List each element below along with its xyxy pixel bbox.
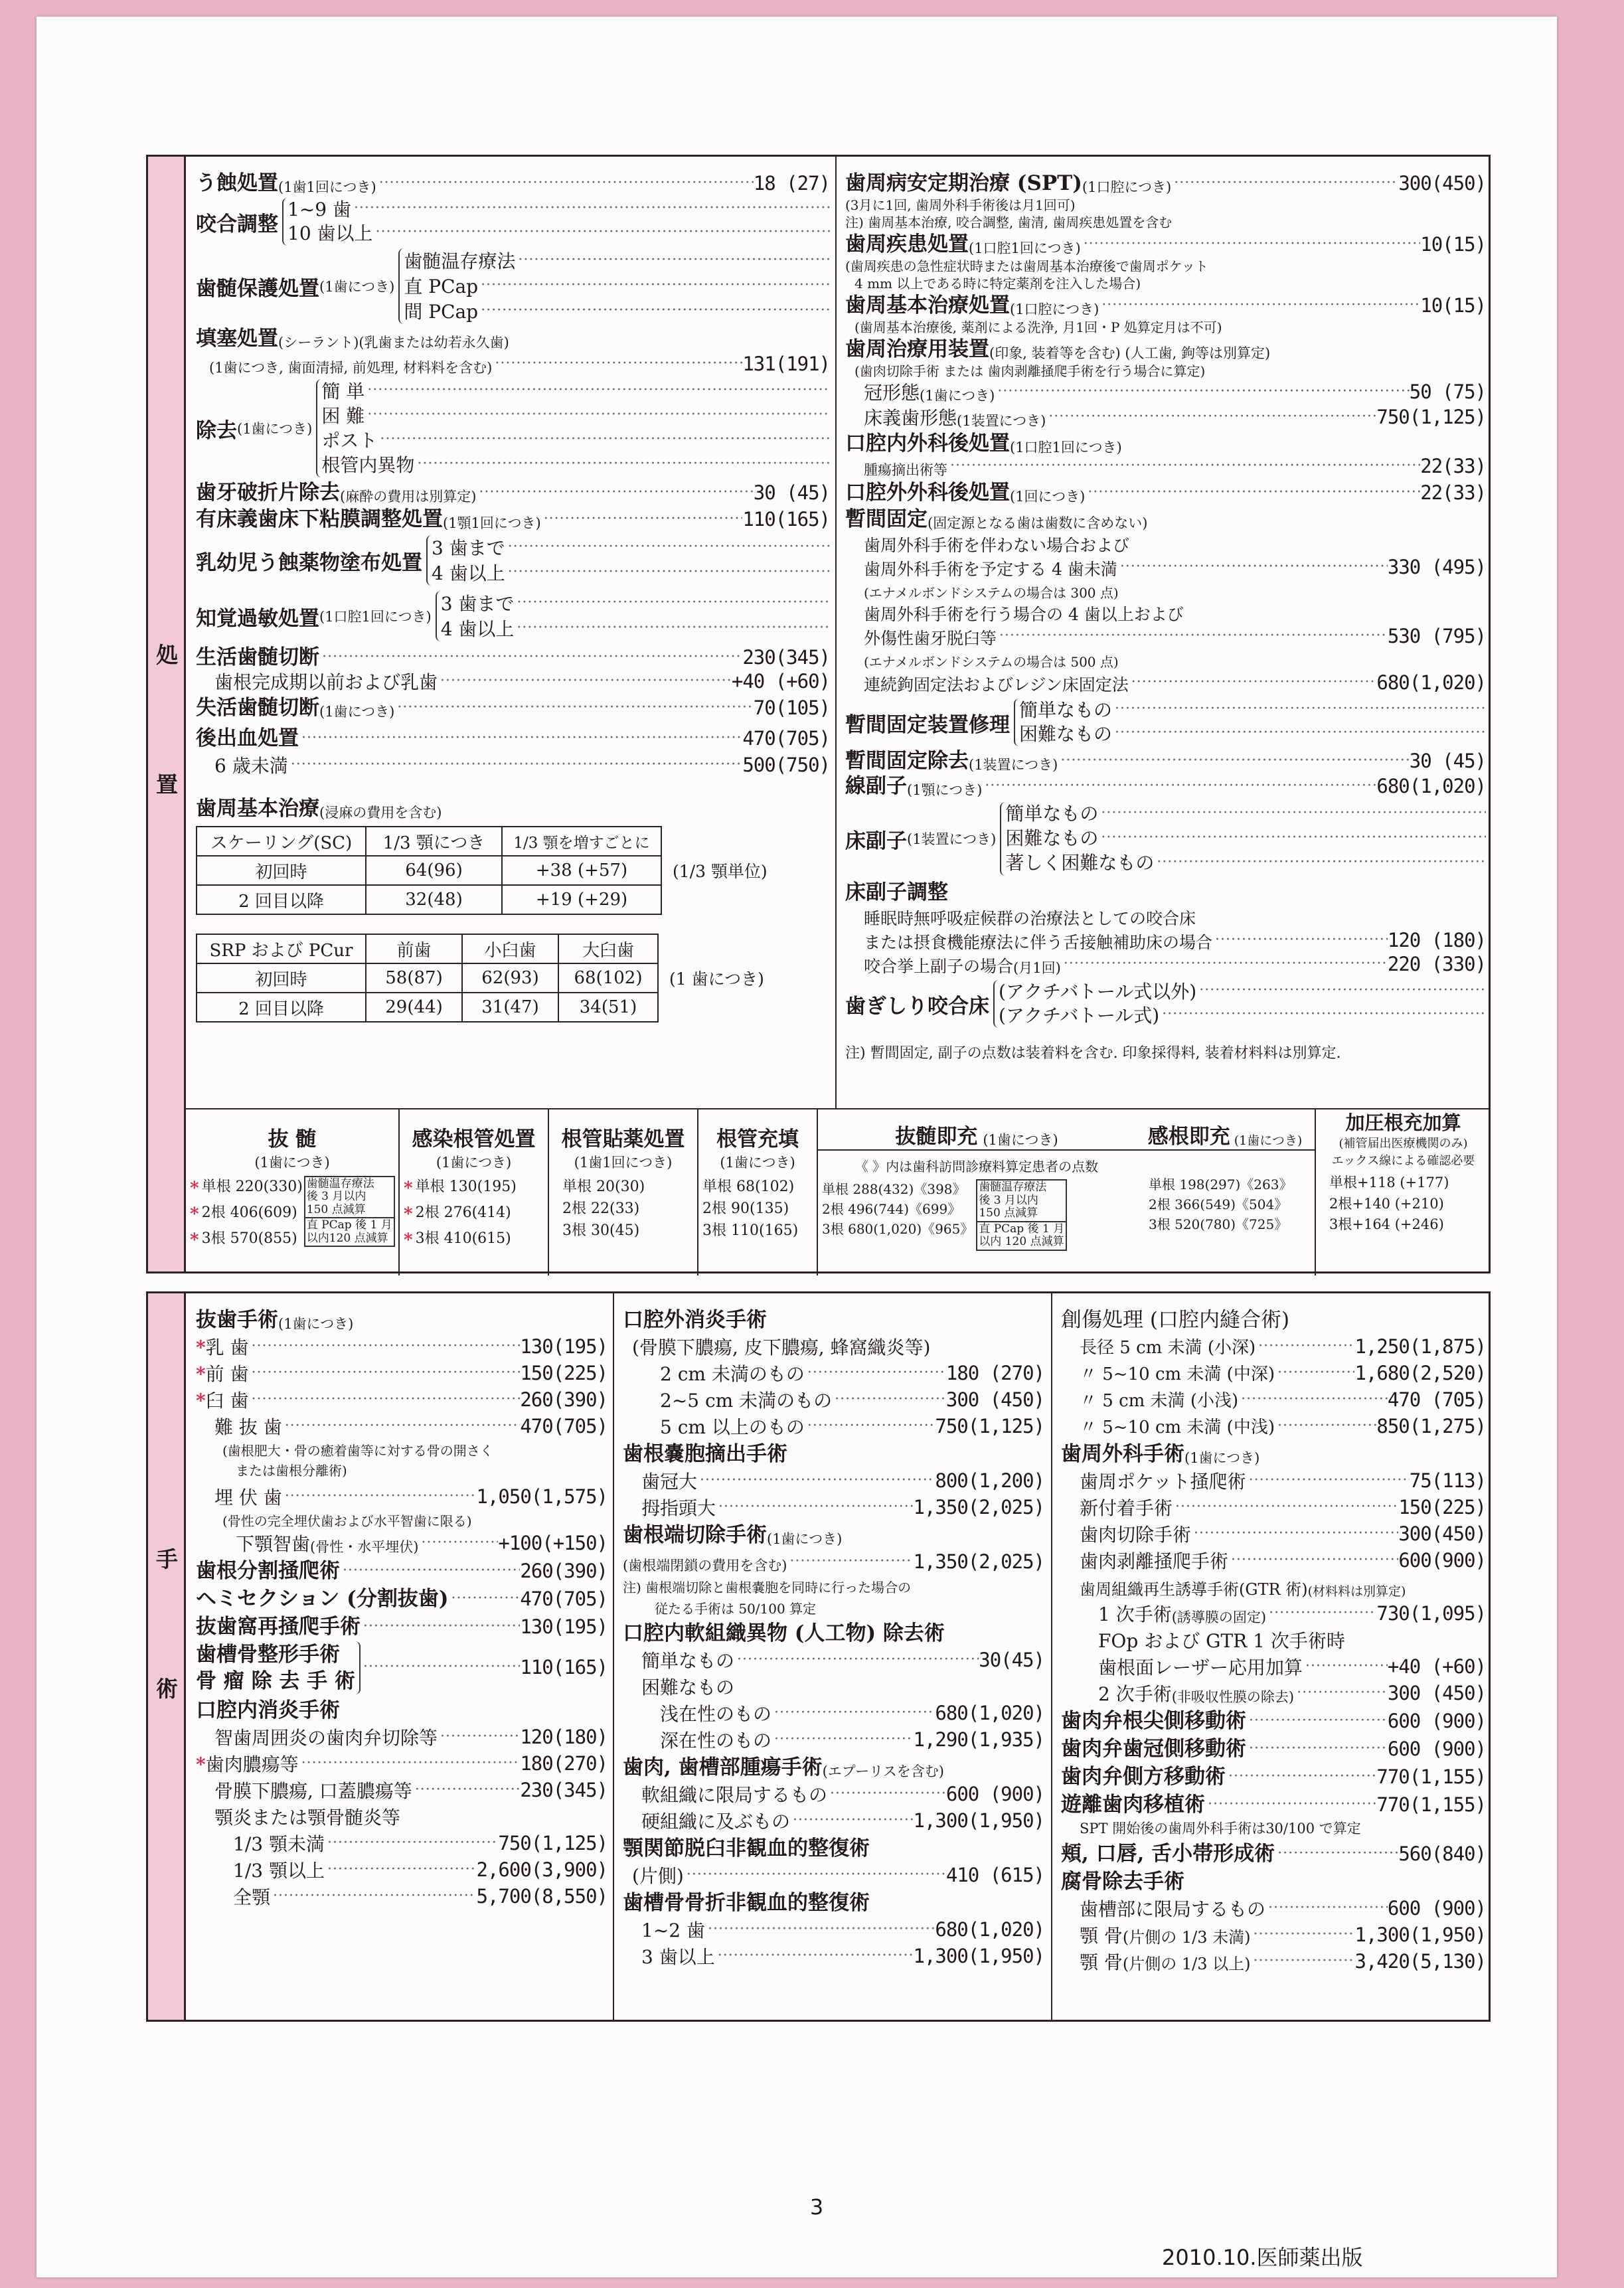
dot-leader [1251,1925,1355,1948]
item-bunkatsu: 歯根分割掻爬術 ····· 260(390) [196,1556,608,1584]
dot-leader [270,1887,476,1910]
asterisk-icon: * [190,1178,199,1198]
asterisk-icon: * [404,1204,413,1224]
item-seikei: 歯槽骨整形手術 骨 瘤 除 去 手 術 ····· 110(165) [196,1640,608,1696]
asterisk-icon: * [190,1230,199,1250]
dot-leader [249,1390,521,1413]
sidebar-char-1: 手 [156,1546,178,1572]
dot-leader [947,457,1420,479]
item-gaisho: 口腔外消炎手術 [623,1307,767,1332]
dot-leader [288,756,743,778]
item-spt: 歯周病安定期治療 (SPT) (1口腔につき) ····· 300(450) [845,170,1486,197]
dot-leader [438,672,732,695]
dot-leader [734,1651,979,1673]
item-kossetsu: 歯槽骨骨折非観血的整復術 [623,1890,870,1915]
dot-leader [805,1417,935,1439]
asterisk-icon: * [190,1204,199,1224]
item-shuyo: 歯肉, 歯槽部腫瘍手術 (エプーリスを含む) [623,1755,944,1779]
dot-leader [832,1390,946,1413]
cell-jyuten: 根管充填 (1歯につき) 単根 68(102) 2根 90(135) 3根 110(165) [697,1108,817,1275]
surgery-column-1: 抜歯手術 (1歯につき) * 乳 歯 ····· 130(195) * 前 歯 ····· 150(225) * 臼 歯 ····· 260(390) 難 抜 歯 ····· 470(705) (歯根肥大・骨の癒着歯等に対する骨の開さく または歯根分離術) 埋 伏 歯 ····· 1,050(1,575) (骨性の完全埋伏歯および水平智歯に限る) 下顎智歯 (骨性・水平埋伏) ····· +100(+150) 歯根分割掻爬術 ····· 260(390) ヘミセクション (分割抜歯) ····· 470(705) 抜歯窩再掻爬手術 ····· 130(195) 歯槽骨整形手術 骨 瘤 除 去 手 術 ····· 110(165) 口腔内消炎手術 智歯周囲炎の歯肉弁切除等 ····· 120(180) * 歯肉膿瘍等 ····· 180(270) 骨膜下膿瘍, 口蓋膿瘍等 ····· 230(345) 顎炎または顎骨髄炎等 1/3 顎未満 ····· 750(1,125) 1/3 顎以上 ····· 2,600(3,900) 全顎 ····· 5,700(8,550) [196,1307,608,1910]
dot-leader [1099,296,1420,319]
cell-kaatsu: 加圧根充加算 (補管届出医療機関のみ) エックス線による確認必要 単根+118 (+177) 2根+140 (+210) 3根+164 (+246) [1315,1108,1491,1275]
dot-leader [995,382,1409,405]
dot-leader [377,430,830,453]
dot-leader [1061,955,1388,977]
dot-leader [282,1487,477,1510]
dot-leader [282,1417,521,1439]
dot-leader [684,1866,946,1888]
dot-leader [478,276,830,299]
item-yusho: 有床義歯床下粘膜調整処置 (1顎1回につき) ····· 110(165) [196,506,830,532]
item-zantei: 暫間固定 (固定源となる歯は歯数に含めない) [845,507,1148,531]
sc-table-wrap: スケーリング(SC) 1/3 顎につき 1/3 顎を増すごとに 初回時 64(96) +38 (+57) 2 回目以降 32(48) +19 (+29) (1/3 顎単位) [196,826,830,915]
dot-leader [787,1552,913,1575]
column-divider [613,1293,614,2020]
dot-leader [1085,483,1420,506]
dot-leader [476,483,753,506]
surgery-section [146,1291,1491,2022]
cell-chouyaku: 根管貼薬処置 (1歯1回につき) 単根 20(30) 2根 22(33) 3根 30(45) [548,1108,697,1275]
dot-leader [771,1730,913,1753]
item-tansetsu: 歯根端切除手術 (1歯につき) [623,1522,843,1547]
dot-leader [716,1498,913,1520]
treatment-section [146,155,1491,1273]
dot-leader [1266,1604,1376,1627]
item-gaigeka: 口腔外外科後処置 (1回につき) ····· 22(33) [845,479,1486,506]
column-divider [1051,1293,1052,2020]
dot-leader [1046,408,1376,430]
item-konsen: 歯肉弁根尖側移動術 ····· 600 (900) [1061,1706,1486,1734]
dot-leader [412,1781,521,1803]
column-divider [835,157,837,1108]
cell-kansen: 感染根管処置 (1歯につき) * 単根 130(195) * 2根 276(414) * 3根 410(615) [398,1108,548,1275]
dot-leader [1058,752,1409,774]
dot-leader [414,455,830,477]
item-sokuho: 歯肉弁側方移動術 ····· 770(1,155) [1061,1762,1486,1790]
dot-leader [249,1364,521,1386]
item-nyuyoji: 乳幼児う蝕薬物塗布処置 3 歯まで ····· 4 歯以上 ····· [196,532,830,588]
dot-leader [1275,1364,1355,1386]
item-shofuku: 床副子 (1装置につき) 簡単なもの ····· 困難なもの ····· 著しく困難なもの ····· [845,799,1486,878]
item-ibutsu: 口腔内軟組織異物 (人工物) 除去術 [623,1621,945,1645]
asterisk-icon: * [196,1336,206,1358]
treatment-sidebar [148,157,186,1271]
item-chikaku: 知覚過敏処置 (1口腔1回につき) 3 歯まで ····· 4 歯以上 ····· [196,588,830,644]
cell-bakujyu: 抜髄即充 (1歯につき) 《 》内は歯科訪問診療料算定患者の点数 単根 288(432)《398》 2根 496(744)《699》 3根 680(1,020)《965》 歯髄温存療法 後 3 月以内 150 点減算 直 PCap 後 1 月 以内 120 点減算 [817,1108,1135,1275]
sidebar-char-2: 術 [156,1676,178,1702]
cell-kankon: 感根即充 (1歯につき) 単根 198(297)《263》 2根 366(549)《504》 3根 520(780)《725》 [1135,1108,1315,1275]
dot-leader [299,1754,521,1777]
perio-basic-title: 歯周基本治療 (浸麻の費用を含む) [196,796,442,821]
dot-leader [982,777,1376,799]
sidebar-char-1: 処 [156,642,178,668]
dot-leader [705,1920,935,1943]
item-goshukketsu: 後出血処置 ····· 470(705) [196,721,830,752]
item-kansen-ido: 歯肉弁歯冠側移動術 ····· 600 (900) [1061,1734,1486,1762]
asterisk-icon: * [196,1753,206,1775]
surgery-column-2: 口腔外消炎手術 (骨膜下膿瘍, 皮下膿瘍, 蜂窩織炎等) 2 cm 未満のもの ····· 180 (270) 2~5 cm 未満のもの ····· 300 (450) 5 cm 以上のもの ····· 750(1,125) 歯根嚢胞摘出手術 歯冠大 ····· 800(1,200) 拇指頭大 ····· 1,350(2,025) 歯根端切除手術 (1歯につき) (歯根端閉鎖の費用を含む) ····· 1,350(2,025) 注) 歯根端切除と歯根嚢胞を同時に行った場合の 従たる手術は 50/100 算定 口腔内軟組織異物 (人工物) 除去術 簡単なもの ····· 30(45) 困難なもの 浅在性のもの ····· 680(1,020) 深在性のもの ····· 1,290(1,935) 歯肉, 歯槽部腫瘍手術 (エプーリスを含む) 軟組織に限局するもの ····· 600 (900) 硬組織に及ぶもの ····· 1,300(1,950) 顎関節脱臼非観血的整復術 (片側) ····· 410 (615) 歯槽骨骨折非観血的整復術 1~2 歯 ····· 680(1,020) 3 歯以上 ····· 1,300(1,950) [623,1307,1044,1969]
surgery-column-3: 創傷処理 (口腔内縫合術) 長径 5 cm 未満 (小深) ····· 1,250(1,875) 〃 5~10 cm 未満 (中深) ····· 1,680(2,520) 〃 5 cm 未満 (小浅) ····· 470 (705) 〃 5~10 cm 未満 (中浅) ····· 850(1,275) 歯周外科手術 (1歯につき) 歯周ポケット掻爬術 ····· 75(113) 新付着手術 ····· 150(225) 歯肉切除手術 ····· 300(450) 歯肉剥離掻爬手術 ····· 600(900) 歯周組織再生誘導手術(GTR 術) (材料料は別算定) 1 次手術 (誘導膜の固定) ····· 730(1,095) FOp および GTR 1 次手術時 歯根面レーザー応用加算 ····· +40 (+60) 2 次手術 (非吸収性膜の除去) ····· 300 (450) 歯肉弁根尖側移動術 ····· 600 (900) 歯肉弁歯冠側移動術 ····· 600 (900) 歯肉弁側方移動術 ····· 770(1,155) 遊離歯肉移植術 ····· 770(1,155) SPT 開始後の歯周外科手術は30/100 で算定 頬, 口唇, 舌小帯形成術 ····· 560(840) 腐骨除去手術 歯槽部に限局するもの ····· 600 (900) 顎 骨 (片側の 1/3 未満) ····· 1,300(1,950) 顎 骨 (片側の 1/3 以上) ····· 3,420(5,130) [1061,1307,1486,1975]
dot-leader [805,1364,946,1386]
dot-leader [319,648,742,671]
dot-leader [373,223,830,246]
treatment-right-column: 歯周病安定期治療 (SPT) (1口腔につき) ····· 300(450) (3月に1回, 歯周外科手術後は月1回可) 注) 歯周基本治療, 咬合調整, 歯清, 歯周疾患処置を含む 歯周疾患処置 (1口腔1回につき) ····· 10(15) (歯周疾患の急性症状時または歯周基本治療後で歯周ポケット 4 mm 以上である時に特定薬剤を注入した場合) 歯周基本治療処置 (1口腔につき) ····· 10(15) (歯周基本治療後, 薬剤による洗浄, 月1回・P 処算定月は不可) 歯周治療用装置 (印象, 装着等を含む) (人工歯, 鉤等は別算定) (歯肉切除手術 または 歯肉剥離掻爬手術を行う場合に算定) 冠形態 (1歯につき) ····· 50 (75) 床義歯形態 (1装置につき) ····· 750(1,125) 口腔内外科後処置 (1口腔1回につき) 腫瘍摘出術等 ····· 22(33) 口腔外外科後処置 (1回につき) ····· 22(33) 暫間固定 (固定源となる歯は歯数に含めない) 歯周外科手術を伴わない場合および 歯周外科手術を予定する 4 歯未満 ····· 330 (495) (エナメルボンドシステムの場合は 300 点) 歯周外科手術を行う場合の 4 歯以上および 外傷性歯牙脱臼等 ····· 530 (795) (エナメルボンドシステムの場合は 500 点) 連続鉤固定法およびレジン床固定法 ····· 680(1,020) 暫間固定装置修理 簡単なもの ····· 困難なもの ····· 暫間固定除去 (1装置につき) ····· 30 (45) 線副子 (1顎につき) ····· 680(1,020) 床副子 (1装置につき) 簡単なもの ····· 困難なもの ····· 著しく困難なもの ····· 床副子調整 睡眠時無呼吸症候群の治療法としての咬合床 または摂食機能療法に伴う舌接触補助床の場合 ····· 120 (180) 咬合挙上副子の場合 (月1回) ····· 220 (330) 歯ぎしり咬合床 (アクチバトール式以外) ····· (アクチバトール式) ····· 注) 暫間固定, 副子の点数は装着料を含む. 印象採得料, 装着材料料は別算定. [845,170,1486,1064]
dot-leader [449,1590,521,1612]
item-shishukkan: 歯周疾患処置 (1口腔1回につき) ····· 10(15) [845,231,1486,258]
publisher-mark: 2010.10.医師薬出版 [1162,2245,1363,2270]
dot-leader [514,619,830,641]
item-tenso: 填塞処置 (シーラント) (乳歯または幼若永久歯) [196,326,509,351]
dot-leader [1205,1795,1376,1818]
dot-leader [1256,1337,1354,1360]
dot-leader [1228,1551,1398,1574]
dot-leader [1294,1684,1388,1706]
dot-leader [697,1471,935,1494]
item-kyotai: 頬, 口唇, 舌小帯形成術 ····· 560(840) [1061,1838,1486,1867]
dot-leader [1246,1740,1388,1762]
dot-leader [1246,1471,1410,1494]
treatment-left-column: う蝕処置 (1歯1回につき) ····· 18 (27) 咬合調整 1~9 歯 ····· 10 歯以上 ····· 歯髄保護処置 (1歯につき) 歯髄温存療法 ····· 直 PCap ····· 間 PCap ····· 填塞処置 (シーラント) (乳歯または幼若永久歯) (1歯につき, 歯面清掃, 前処理, 材料料を含む) ····· 131(191) 除去 (1歯につき) 簡 単 ····· 困 難 ····· ポスト ····· 根管内異物 ····· 歯牙破折片除去 (麻酔の費用は別算定) ····· 30 (45) 有床義歯床下粘膜調整処置 (1顎1回につき) ····· 110(165) 乳幼児う蝕薬物塗布処置 3 歯まで ····· 4 歯以上 ····· 知覚過敏処置 (1口腔1回につき) 3 歯まで ····· 4 歯以上 ····· 生活歯髄切断 ····· 230(345) 歯根完成期以前および乳歯 ····· +40 (+60) 失活歯髄切断 (1歯につき) ····· 70(105) 後出血処置 ····· 470(705) 6 歳未満 ····· 500(750) 歯周基本治療 (浸麻の費用を含む) スケーリング(SC) 1/3 顎につき 1/3 顎を増すごとに 初回時 64(96) +38 (+57) 2 回目以降 32(48) +19 (+29) (1/3 顎単位) SRP および PCur 前歯 小臼歯 大臼歯 初回時 58(87) 62(93) 68(102) 2 回目以降 29(44) 31(47) 34(51) (1 歯につき) [196,170,830,1022]
dot-leader [418,1534,498,1556]
dot-leader [1275,1417,1376,1439]
item-shochosei: 床副子調整 [845,880,948,904]
dot-leader [790,1811,913,1834]
dot-leader [1098,829,1486,851]
asterisk-icon: * [196,1362,206,1385]
item-saiso: 抜歯窩再掻爬手術 ····· 130(195) [196,1612,608,1640]
item-jokyo: 除去 (1歯につき) 簡 単 ····· 困 難 ····· ポスト ····· 根管内異物 ····· [196,377,830,479]
dot-leader [325,1860,477,1883]
dot-leader [1275,1844,1398,1867]
dot-leader [997,627,1388,649]
asterisk-icon: * [404,1178,413,1198]
dot-leader [299,729,742,752]
dot-leader [376,174,754,197]
item-chiryo: 歯周治療用装置 (印象, 装着等を含む) (人工歯, 鉤等は別算定) [845,337,1271,361]
dot-leader [1081,235,1421,258]
dot-leader [1265,1899,1388,1921]
item-shufuku: 暫間固定装置修理 簡単なもの ····· 困難なもの ····· [845,696,1486,749]
asterisk-icon: * [404,1230,413,1250]
item-fukotsu: 腐骨除去手術 [1061,1869,1184,1894]
dot-leader [351,199,830,222]
dot-leader [1173,1498,1398,1520]
item-naigeka: 口腔内外科後処置 (1口腔1回につき) [845,431,1122,455]
dot-leader [1117,558,1388,580]
dot-leader [340,1562,520,1584]
dot-leader [715,1947,914,1969]
dot-leader [365,406,830,428]
dot-leader [1112,724,1486,746]
item-hasetsu: 歯牙破折片除去 (麻酔の費用は別算定) ····· 30 (45) [196,479,830,506]
dot-leader [1226,1767,1376,1790]
dot-leader [361,1617,520,1640]
asterisk-icon: * [196,1389,206,1412]
dot-leader [515,251,830,274]
dot-leader [1098,804,1486,827]
srp-table-wrap: SRP および PCur 前歯 小臼歯 大臼歯 初回時 58(87) 62(93) 68(102) 2 回目以降 29(44) 31(47) 34(51) (1 歯につき) [196,934,830,1022]
dot-leader [365,381,830,404]
srp-table: SRP および PCur 前歯 小臼歯 大臼歯 初回時 58(87) 62(93) 68(102) 2 回目以降 29(44) 31(47) 34(51) [196,934,659,1022]
dot-leader [478,301,830,324]
item-soushou: 創傷処理 (口腔内縫合術) [1061,1307,1290,1332]
dot-leader [1191,1524,1398,1547]
dot-leader [361,1658,520,1680]
item-bakushi: 抜歯手術 (1歯につき) [196,1307,354,1332]
dot-leader [1212,931,1388,953]
item-kihon: 歯周基本治療処置 (1口腔につき) ····· 10(15) [845,292,1486,319]
item-shikatsu: 失活歯髄切断 (1歯につき) ····· 70(105) [196,695,830,721]
dot-leader [325,1834,498,1856]
scaling-table: スケーリング(SC) 1/3 顎につき 1/3 顎を増すごとに 初回時 64(96) +38 (+57) 2 回目以降 32(48) +19 (+29) [196,826,662,915]
dot-leader [1112,700,1486,722]
dot-leader [1154,853,1486,876]
item-noho: 歯根嚢胞摘出手術 [623,1441,787,1466]
dot-leader [249,1337,521,1360]
dot-leader [1159,1005,1486,1028]
dot-leader [1246,1712,1388,1734]
dot-leader [1251,1952,1355,1975]
item-shizui: 歯髄保護処置 (1歯につき) 歯髄温存療法 ····· 直 PCap ····· 間 PCap ····· [196,247,830,325]
right-note: 注) 暫間固定, 副子の点数は装着料を含む. 印象採得料, 装着材料料は別算定. [845,1045,1341,1062]
dot-leader [1171,174,1398,197]
cell-bakuzui: 抜 髄 (1歯につき) * 単根 220(330) * 2根 406(609) * 3根 570(855) 歯髄温存療法 後 3 月以内 150 点減算 直 PCap 後 1 月 以内120 点減算 [186,1108,398,1275]
item-hagishiri: 歯ぎしり咬合床 (アクチバトール式以外) ····· (アクチバトール式) ····· [845,977,1486,1030]
dot-leader [438,1728,520,1750]
dot-leader [514,594,830,616]
item-kogo: 咬合調整 1~9 歯 ····· 10 歯以上 ····· [196,197,830,247]
item-ushoku: う蝕処置 (1歯1回につき) ····· 18 (27) [196,170,830,197]
item-naisho: 口腔内消炎手術 [196,1698,340,1722]
dot-leader [492,355,742,377]
dot-leader [394,698,753,721]
dot-leader [505,538,830,560]
dot-leader [1196,981,1486,1004]
item-zjokyo: 暫間固定除去 (1装置につき) ····· 30 (45) [845,749,1486,774]
sidebar-char-2: 置 [156,772,178,797]
item-shishugeka: 歯周外科手術 (1歯につき) [1061,1441,1260,1466]
dot-leader [505,563,830,586]
page-number: 3 [809,2194,824,2220]
item-dakkyu: 顎関節脱臼非観血的整復術 [623,1836,870,1860]
dot-leader [541,510,743,532]
item-seikatsu: 生活歯髄切断 ····· 230(345) [196,644,830,671]
surgery-sidebar [148,1293,186,2020]
dot-leader [1238,1390,1388,1413]
item-yuri: 遊離歯肉移植術 ····· 770(1,155) [1061,1790,1486,1818]
dot-leader [827,1785,946,1807]
dot-leader [1303,1657,1388,1680]
dot-leader [771,1704,935,1726]
item-hemi: ヘミセクション (分割抜歯) ····· 470(705) [196,1584,608,1612]
item-senfuku: 線副子 (1顎につき) ····· 680(1,020) [845,774,1486,799]
dot-leader [1129,673,1377,696]
